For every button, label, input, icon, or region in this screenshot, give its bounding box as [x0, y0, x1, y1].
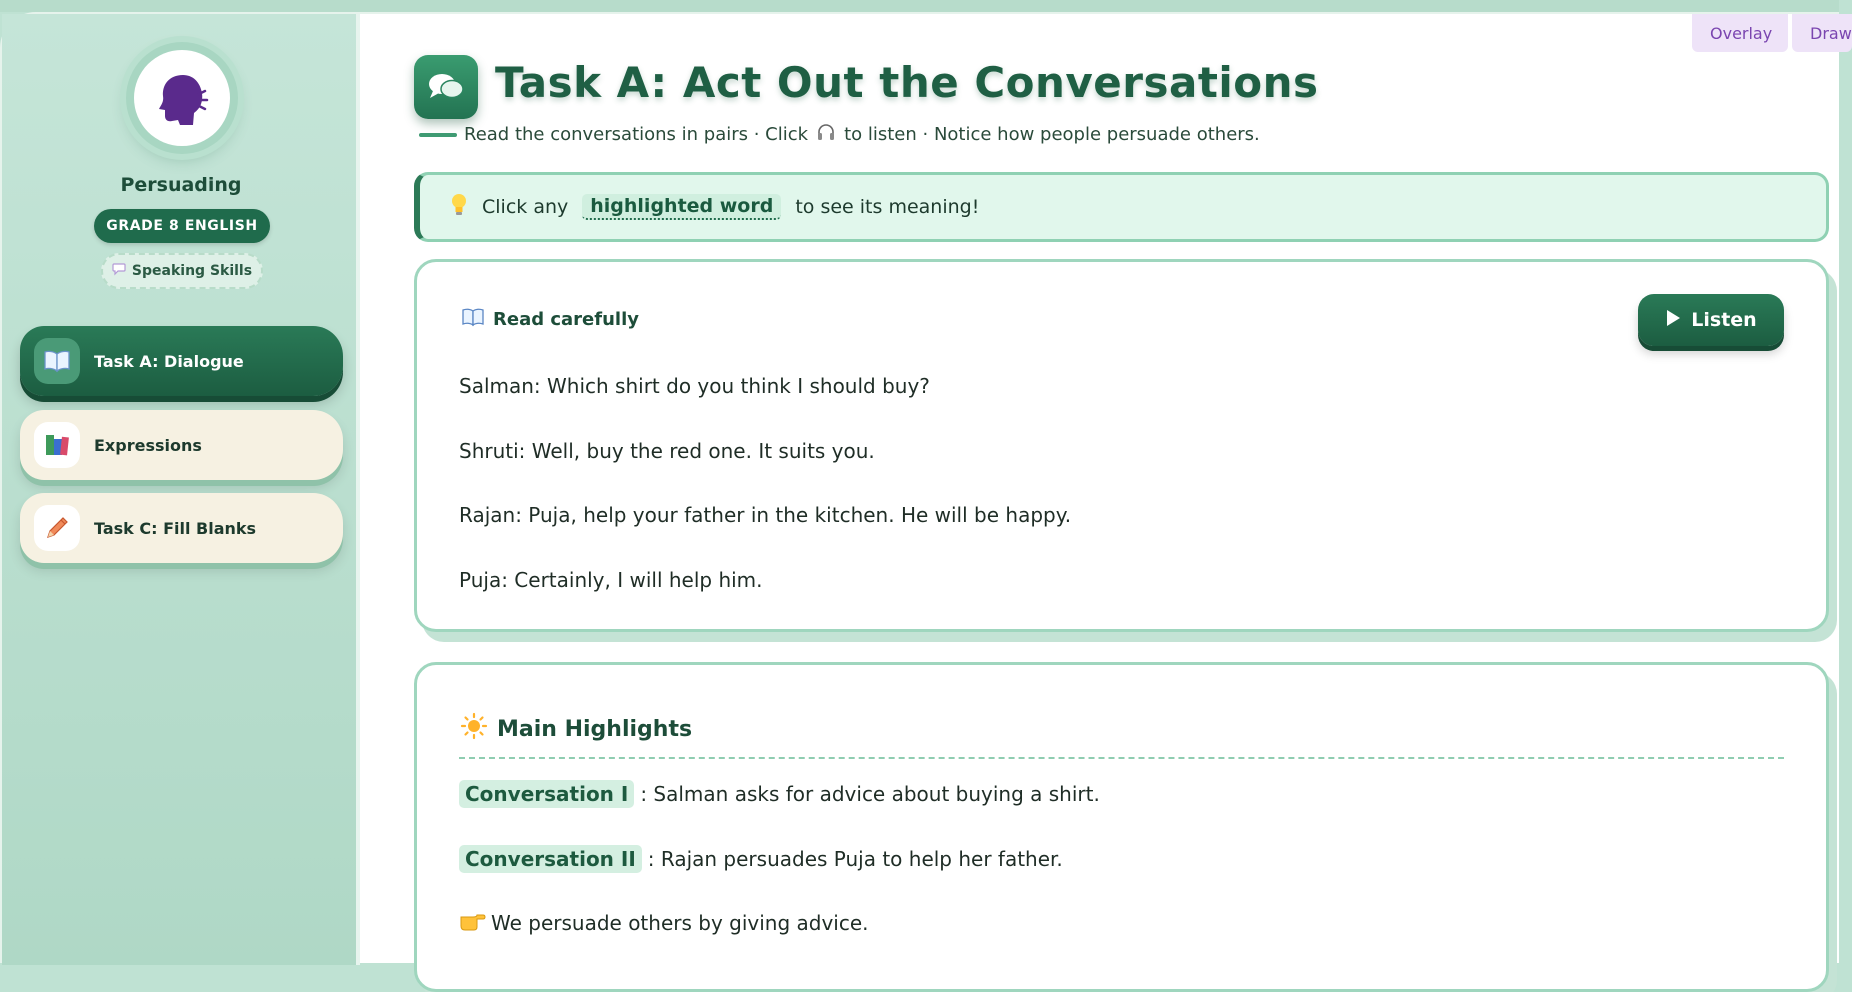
listen-button[interactable]: [1638, 294, 1784, 346]
sidebar-item-task-c[interactable]: [20, 493, 343, 563]
dialogue-card: [414, 259, 1829, 632]
highlight-row: [459, 845, 1063, 873]
top-strip: [0, 0, 1839, 12]
divider: [459, 757, 1784, 759]
read-label-text: Read carefully: [493, 309, 639, 330]
dialogue-line: Puja: Certainly, I will help him.: [459, 568, 763, 592]
dialogue-line: Rajan: Puja, help your father in the kitchen. He will be happy.: [459, 503, 1072, 527]
pencil-icon: [34, 505, 80, 551]
page-title: Task A: Act Out the Conversations: [495, 58, 1319, 107]
lightbulb-icon: [450, 192, 468, 223]
hint-text-start: Click any: [482, 196, 569, 218]
headphones-icon: [816, 123, 836, 146]
sidebar-title: Persuading: [120, 174, 242, 196]
hint-box: [414, 172, 1829, 242]
speech-bubbles-icon: [414, 55, 478, 119]
sidebar-item-expressions[interactable]: [20, 410, 343, 480]
pointing-hand-icon: [459, 909, 485, 936]
open-book-icon: [461, 308, 485, 331]
speech-bubble-icon: [112, 263, 126, 279]
app-frame: [0, 12, 1852, 963]
highlighted-word-sample[interactable]: highlighted word: [582, 194, 781, 220]
speaking-head-icon: [134, 50, 230, 146]
sidebar-item-task-a[interactable]: [20, 326, 343, 396]
draw-tab[interactable]: Draw: [1792, 14, 1852, 52]
conversation-tag[interactable]: Conversation I: [459, 780, 634, 808]
subtitle-accent: [419, 133, 457, 137]
highlight-text: : Rajan persuades Puja to help her father.: [647, 847, 1063, 871]
highlights-card: [414, 662, 1829, 992]
grade-badge: GRADE 8 ENGLISH: [94, 209, 270, 243]
overlay-tab[interactable]: Overlay: [1692, 14, 1788, 52]
open-book-icon: [34, 338, 80, 384]
highlight-row: [459, 780, 1100, 808]
highlight-note: [459, 909, 869, 936]
subtitle-text-start: Read the conversations in pairs · Click: [464, 124, 809, 145]
sidebar: [2, 14, 360, 965]
highlights-title-text: Main Highlights: [497, 716, 693, 742]
subtitle-text-end: to listen · Notice how people persuade others.: [844, 124, 1260, 145]
listen-label: Listen: [1691, 309, 1757, 331]
books-icon: [34, 422, 80, 468]
sun-icon: [461, 713, 487, 745]
skill-label: Speaking Skills: [131, 263, 253, 279]
read-carefully-label: [461, 308, 639, 331]
dialogue-line: Salman: Which shirt do you think I should buy?: [459, 374, 930, 398]
conversation-tag[interactable]: Conversation II: [459, 845, 642, 873]
sidebar-item-label: Expressions: [94, 435, 202, 455]
page-subtitle: [464, 123, 1260, 146]
skill-badge: [101, 253, 263, 289]
avatar: [126, 42, 238, 154]
highlight-text: : Salman asks for advice about buying a shirt.: [640, 782, 1100, 806]
dialogue-line: Shruti: Well, buy the red one. It suits you.: [459, 439, 875, 463]
highlights-title: [461, 713, 692, 745]
sidebar-item-label: Task C: Fill Blanks: [94, 518, 257, 538]
highlight-note-text: We persuade others by giving advice.: [491, 910, 869, 935]
hint-text-end: to see its meaning!: [795, 196, 980, 218]
play-icon: [1665, 309, 1681, 332]
sidebar-item-label: Task A: Dialogue: [94, 351, 244, 371]
